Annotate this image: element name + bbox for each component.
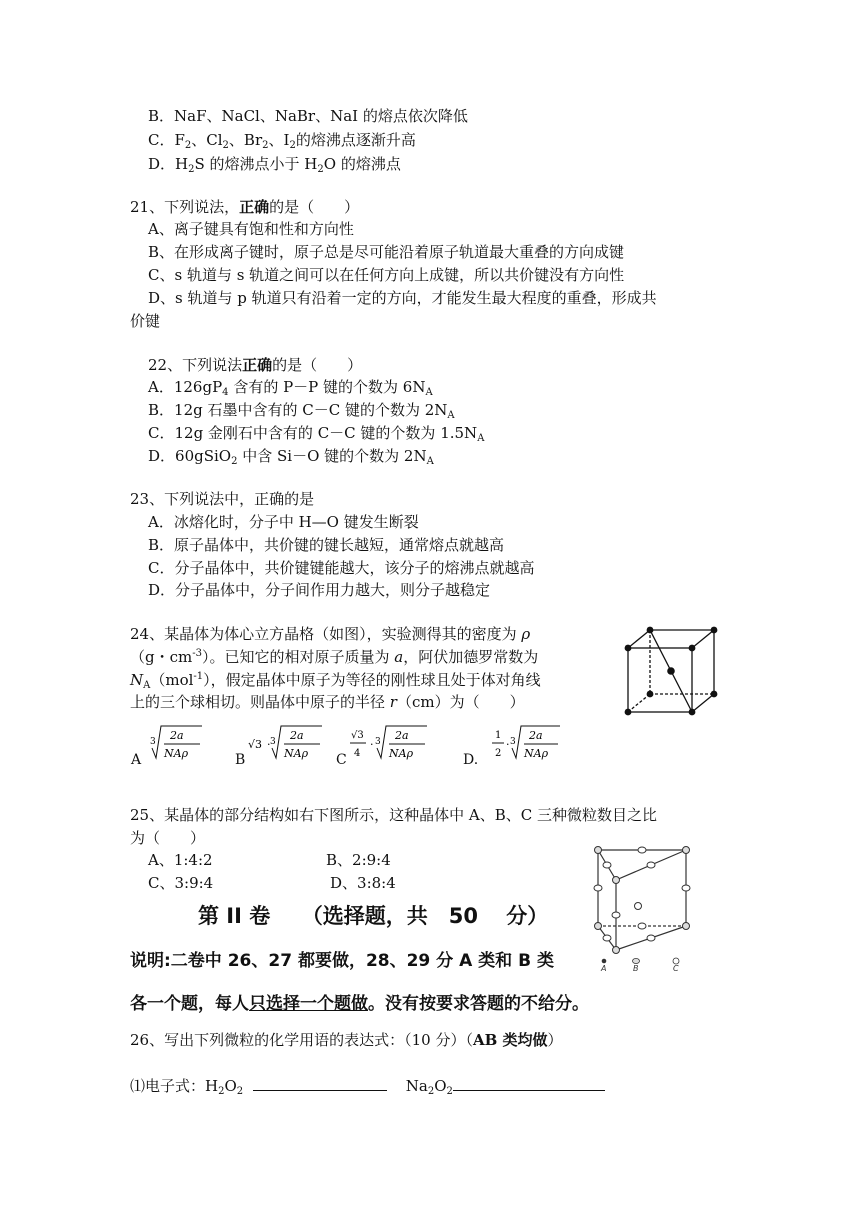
- q24-option-a-label: A: [131, 752, 142, 768]
- svg-text:C: C: [673, 964, 679, 972]
- q21-option-c: C、s 轨道与 s 轨道之间可以在任何方向上成键，所以共价键没有方向性: [148, 266, 625, 284]
- q23-stem: 23、下列说法中，正确的是: [130, 490, 315, 508]
- q21-option-a: A、离子键具有饱和性和方向性: [148, 220, 354, 238]
- svg-text:NAρ: NAρ: [524, 747, 549, 760]
- q21-option-d: D、s 轨道与 p 轨道只有沿着一定的方向，才能发生最大程度的重叠，形成共: [148, 289, 657, 307]
- q20-option-b: B．NaF、NaCl、NaBr、NaI 的熔点依次降低: [148, 107, 468, 125]
- q26-stem: 26、写出下列微粒的化学用语的表达式：（10 分）（AB 类均做）: [130, 1031, 563, 1049]
- na2o2-answer-blank[interactable]: [453, 1076, 605, 1091]
- q25-option-b: B、2:9:4: [326, 851, 391, 869]
- svg-text:·: ·: [267, 738, 271, 751]
- q25-option-d: D、3:8:4: [330, 874, 396, 892]
- q24-line-3: $N_A(mol^{-1})$，假定晶体中原子为等径的刚性球且处于体对角线: [130, 671, 541, 691]
- q24-option-b-formula: [248, 722, 324, 764]
- svg-text:√3: √3: [248, 738, 263, 751]
- svg-text:2a: 2a: [290, 729, 304, 742]
- svg-text:·: ·: [370, 738, 374, 751]
- svg-text:·: ·: [506, 738, 510, 751]
- q22-option-a: A．$126gP_4$ 含有的 P－P 键的个数为 $6N_A$: [148, 378, 433, 398]
- prism-crystal-figure: [586, 842, 696, 972]
- q24-option-a-formula: [148, 722, 204, 764]
- part2-note-line-2: 各一个题，每人只选择一个题做。没有按要求答题的不给分。: [130, 994, 589, 1014]
- q24-option-d-label: D.: [463, 752, 479, 768]
- q20-option-c: C．$F_2$、$Cl_2$、$Br_2$、$I_2$的熔沸点逐渐升高: [148, 131, 416, 151]
- svg-text:NAρ: NAρ: [164, 747, 189, 760]
- svg-text:3: 3: [270, 737, 276, 747]
- svg-text:√3: √3: [351, 730, 364, 741]
- part2-note-line-1: 说明:二卷中 26、27 都要做，28、29 分 A 类和 B 类: [130, 951, 554, 971]
- q23-option-a: A．冰熔化时，分子中 H—O 键发生断裂: [148, 513, 419, 531]
- q26-line-1: ⑴电子式：$H_2O_2$ $Na_2O_2$: [130, 1076, 605, 1096]
- q24-option-d-formula: [492, 722, 562, 764]
- svg-text:NAρ: NAρ: [389, 747, 414, 760]
- q25-line-1: 25、某晶体的部分结构如右下图所示，这种晶体中 A、B、C 三种微粒数目之比: [130, 806, 657, 824]
- svg-text:3: 3: [510, 737, 516, 747]
- bcc-cube-figure: [616, 620, 726, 720]
- q21-stem: 21、下列说法，正确的是（ ）: [130, 198, 360, 216]
- part2-title: 第 II 卷 （选择题，共 50 分）: [198, 904, 549, 928]
- q22-option-d: D．60gSiO$_2$ 中含 Si－O 键的个数为 $2N_A$: [148, 447, 434, 467]
- q24-option-c-formula: [350, 722, 430, 764]
- svg-text:2: 2: [495, 748, 502, 759]
- q24-option-c-label: C: [336, 752, 347, 768]
- q21-option-d-cont: 价键: [130, 312, 161, 330]
- q24-line-1: 24、某晶体为体心立方晶格（如图），实验测得其的密度为 ρ: [130, 625, 531, 643]
- svg-text:1: 1: [495, 730, 502, 741]
- q25-option-a: A、1:4:2: [148, 851, 213, 869]
- q22-option-c: C．12g 金刚石中含有的 C－C 键的个数为 $1.5N_A$: [148, 424, 485, 444]
- svg-text:2a: 2a: [529, 729, 543, 742]
- q22-option-b: B．12g 石墨中含有的 C－C 键的个数为 $2N_A$: [148, 401, 455, 421]
- svg-text:3: 3: [150, 737, 156, 747]
- q24-line-4: 上的三个球相切。则晶体中原子的半径 r（cm）为（ ）: [130, 693, 525, 711]
- svg-text:4: 4: [354, 748, 361, 759]
- q25-line-2: 为（ ）: [130, 829, 206, 847]
- svg-text:B: B: [633, 964, 639, 972]
- svg-text:NAρ: NAρ: [284, 747, 309, 760]
- q23-option-d: D．分子晶体中，分子间作用力越大，则分子越稳定: [148, 581, 491, 599]
- q23-option-b: B．原子晶体中，共价键的键长越短，通常熔点就越高: [148, 536, 505, 554]
- q25-option-c: C、3:9:4: [148, 874, 214, 892]
- q24-option-b-label: B: [235, 752, 246, 768]
- q24-line-2: （g・$cm^{-3}$）。已知它的相对原子质量为 a，阿伏加德罗常数为: [130, 648, 539, 666]
- q21-option-b: B、在形成离子键时，原子总是尽可能沿着原子轨道最大重叠的方向成键: [148, 243, 625, 261]
- svg-text:A: A: [601, 964, 607, 972]
- h2o2-answer-blank[interactable]: [253, 1076, 387, 1091]
- q23-option-c: C．分子晶体中，共价键键能越大，该分子的熔沸点就越高: [148, 559, 535, 577]
- q20-option-d: D．$H_2S$ 的熔沸点小于 $H_2O$ 的熔沸点: [148, 155, 401, 175]
- svg-text:2a: 2a: [170, 729, 184, 742]
- q22-stem: 22、下列说法正确的是（ ）: [148, 356, 363, 374]
- svg-text:2a: 2a: [395, 729, 409, 742]
- svg-text:3: 3: [375, 737, 381, 747]
